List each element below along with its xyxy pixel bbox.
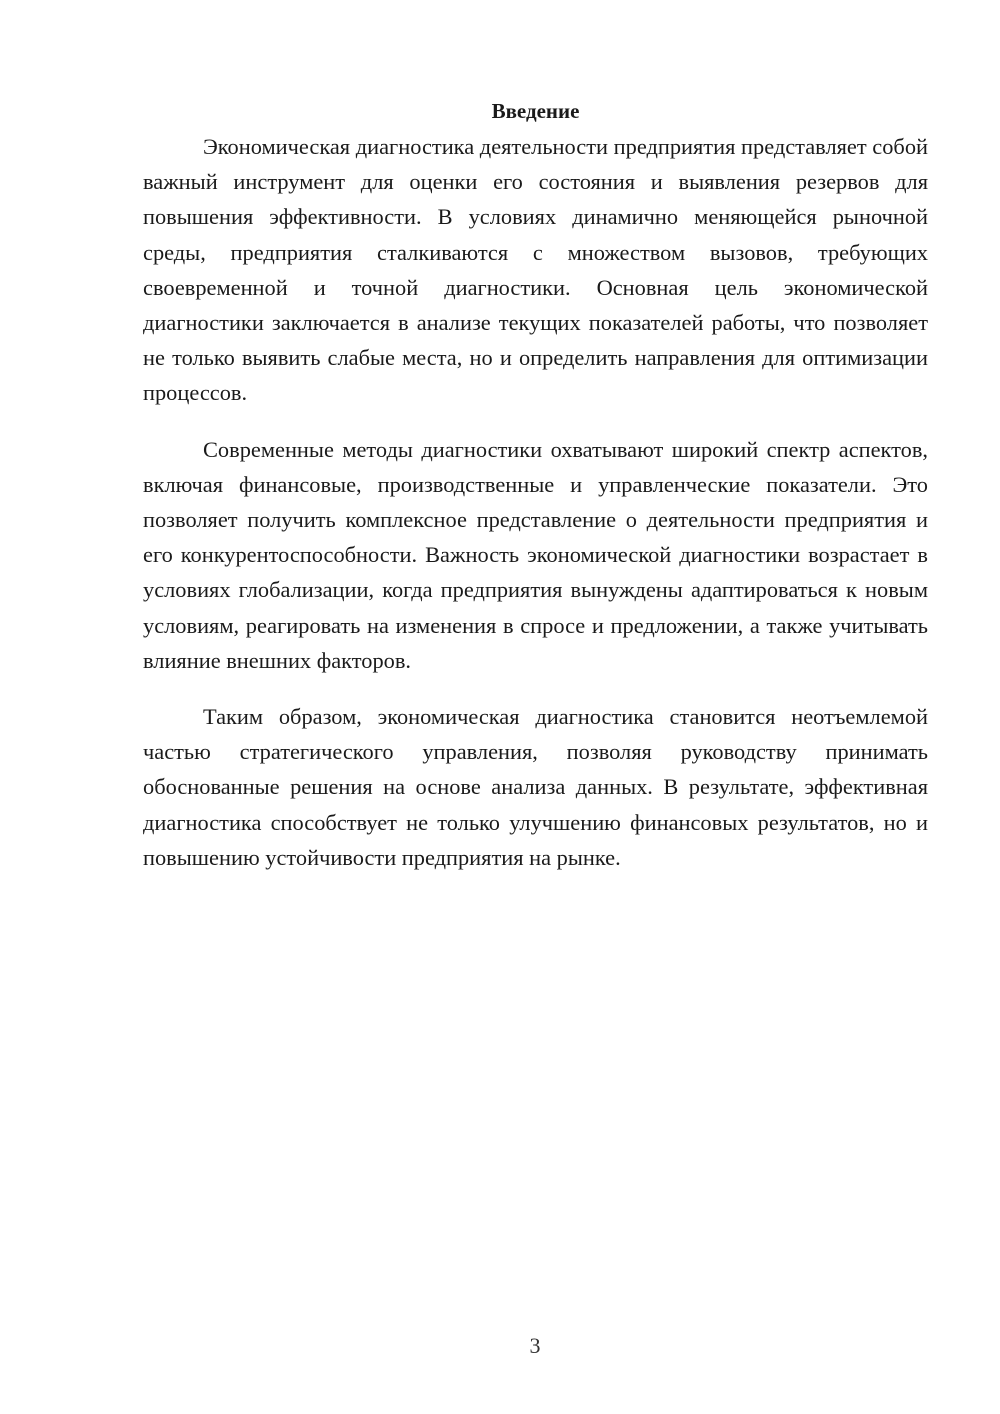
paragraph-3: Таким образом, экономическая диагностика становится неотъемлемой частью стратегического управления, позволяя руководству принимать обоснованные решения на основе анализа данных. В результате, эффективная диагностика способствует не только улучшению финансовых результатов, но и повышению устойчивости предприятия на рынке. — [143, 704, 928, 870]
page-number: 3 — [529, 1333, 541, 1358]
page-content — [143, 94, 928, 896]
paragraph-2: Современные методы диагностики охватывают широкий спектр аспектов, включая финансовые, производственные и управленческие показатели. Это позволяет получить комплексное представление о деятельности предприятия и его конкурентоспособности. Важность экономической диагностики возрастает в условиях глобализации, когда предприятия вынуждены адаптироваться к новым условиям, реагировать на изменения в спросе и предложении, а также учитывать влияние внешних факторов. — [143, 436, 928, 673]
section-heading: Введение — [491, 99, 580, 123]
paragraph-1: Экономическая диагностика деятельности предприятия представляет собой важный инструмент для оценки его состояния и выявления резервов для повышения эффективности. В условиях динамично меняющейся рыночной среды, предприятия сталкиваются с множеством вызовов, требующих своевременной и точной диагностики. Основная цель экономической диагностики заключается в анализе текущих показателей работы, что позволяет не только выявить слабые места, но и определить направления для оптимизации процессов. — [143, 134, 928, 406]
